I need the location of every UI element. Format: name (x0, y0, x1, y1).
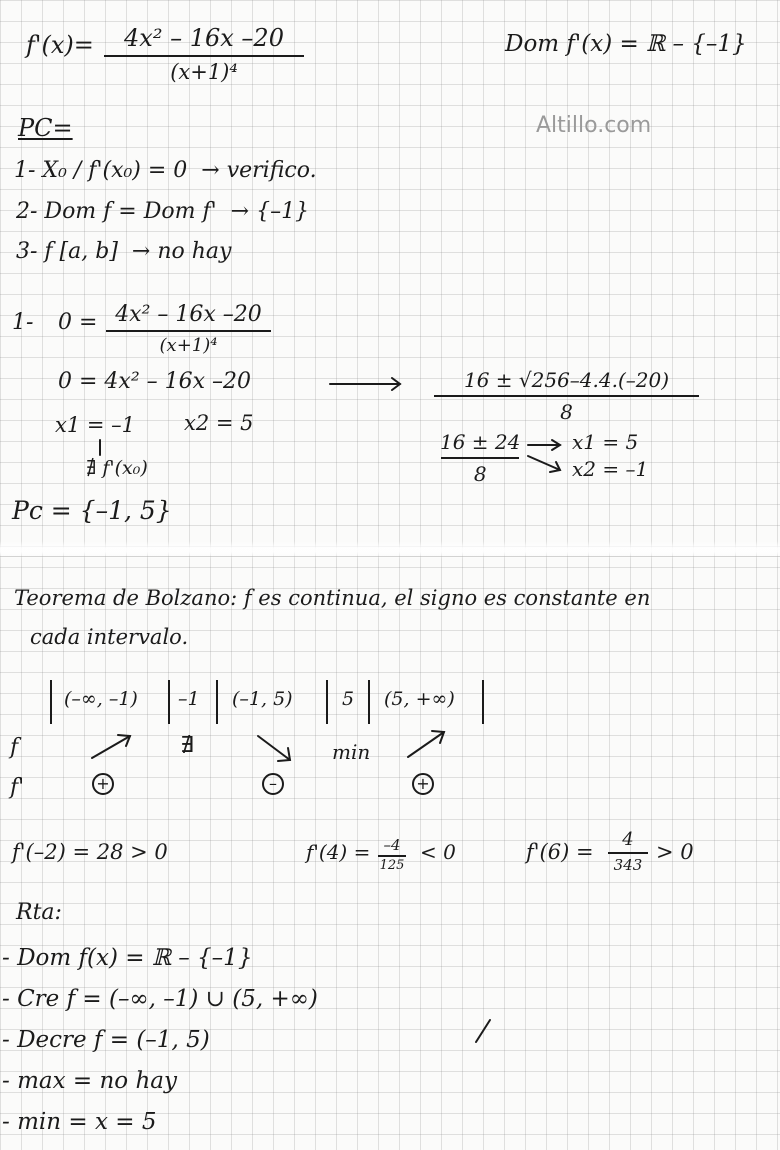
eval-2-numerator: –4 (383, 836, 401, 854)
eval-2-denominator: 125 (379, 858, 405, 873)
solve-label: 1- (12, 310, 34, 335)
eval-2-label: f'(4) = (306, 840, 371, 864)
derivative-numerator: 4x² – 16x –20 (124, 24, 284, 52)
not-exist-symbol: ∄ (180, 733, 194, 758)
roots-denominator: 8 (473, 462, 487, 486)
pc-title: PC= (18, 114, 73, 142)
x2-value: x2 = 5 (184, 411, 254, 435)
solve-denominator: (x+1)⁴ (159, 335, 218, 356)
not-exist-derivative: ∄ f'(x₀) (86, 457, 148, 479)
interval-4: 5 (342, 688, 355, 710)
roots-numerator: 16 ± 24 (440, 430, 521, 454)
pc-step-3: 3- f [a, b] → no hay (16, 239, 232, 264)
answer-line-2: - Cre f = (–∞, –1) ∪ (5, +∞) (2, 986, 318, 1012)
fprime-label: f'(x)= (26, 31, 94, 59)
solve-eq-lhs: 0 = (58, 310, 98, 335)
derivative-denominator: (x+1)⁴ (170, 60, 238, 84)
increasing-arrow-2 (408, 732, 444, 757)
eval-2-tail: < 0 (420, 840, 456, 864)
interval-2: –1 (178, 688, 200, 710)
interval-5: (5, +∞) (384, 688, 455, 710)
implies-arrow (528, 456, 560, 470)
increasing-arrow-1 (92, 736, 130, 758)
answer-line-4: - max = no hay (2, 1068, 177, 1094)
root-2: x2 = –1 (572, 457, 649, 481)
min-label: min (332, 740, 371, 764)
solve-eq2: 0 = 4x² – 16x –20 (58, 369, 252, 394)
domain-fprime: Dom f'(x) = ℝ – {–1} (505, 31, 747, 57)
quadratic-denominator: 8 (560, 400, 573, 424)
pc-step-2: 2- Dom f = Dom f' → {–1} (16, 199, 310, 224)
decreasing-arrow (258, 736, 290, 760)
row-fprime-label: f' (10, 775, 25, 800)
answer-line-3: - Decre f = (–1, 5) (2, 1027, 210, 1053)
sign-circle-3: + (412, 773, 434, 795)
watermark: Altillo.com (536, 113, 652, 138)
eval-3-denominator: 343 (613, 856, 643, 874)
row-f-label: f (10, 735, 19, 760)
eval-3-tail: > 0 (656, 840, 694, 864)
eval-3-numerator: 4 (622, 829, 634, 850)
sign-circle-1: + (92, 773, 114, 795)
answer-line-5: - min = x = 5 (2, 1109, 157, 1135)
pc-step-1: 1- X₀ / f'(x₀) = 0 → verifico. (14, 158, 317, 183)
answer-line-1: - Dom f(x) = ℝ – {–1} (2, 945, 253, 971)
fraction-bar (378, 855, 406, 857)
eval-3-label: f'(6) = (526, 840, 594, 864)
eval-3-fraction (608, 829, 648, 874)
quadratic-numerator: 16 ± √256–4.4.(–20) (463, 368, 670, 392)
fraction-bar (608, 852, 648, 854)
interval-3: (–1, 5) (232, 688, 293, 710)
eval-2-fraction (378, 836, 406, 873)
answer-title: Rta: (16, 900, 62, 925)
x1-value: x1 = –1 (55, 413, 136, 437)
check-mark (476, 1020, 490, 1042)
interval-1: (–∞, –1) (64, 688, 138, 710)
bolzano-line-2: cada intervalo. (30, 625, 189, 649)
sign-circle-2: – (262, 773, 284, 795)
root-1: x1 = 5 (572, 430, 639, 454)
pc-result: Pc = {–1, 5} (12, 496, 172, 525)
eval-1: f'(–2) = 28 > 0 (12, 840, 168, 864)
solve-numerator: 4x² – 16x –20 (115, 302, 262, 327)
bolzano-line-1: Teorema de Bolzano: f es continua, el signo es constante en (14, 586, 651, 610)
